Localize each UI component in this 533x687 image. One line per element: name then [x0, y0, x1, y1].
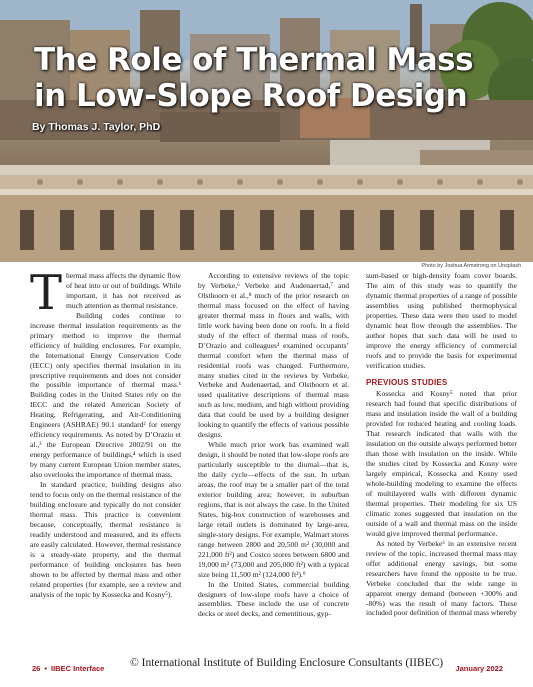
footer-folio: [32, 664, 104, 673]
paragraph: As noted by Verbeke⁶ in an extensive recent review of the topic, increased thermal mass may offer additional energy savings, but some researchers have found the opposite to be true. Verbeke concluded that the wide range in apparent energy demand (between +300% and -80%) was the result of many factors. These included poor definition of thermal mass whereby: [366, 538, 517, 618]
article-byline: By Thomas J. Taylor, PhD: [32, 121, 161, 133]
paragraph: In the United States, commercial building designers of low-slope roofs have a choice of assemblies. These include the use of concrete decks or steel decks, and cementitious, gyp-: [198, 579, 349, 619]
article-body: [30, 271, 517, 651]
section-heading: PREVIOUS STUDIES: [366, 377, 448, 387]
paragraph: Kossecka and Kosny⁵ noted that prior research had found that specific distributions of mass and insulation inside the wall of a building provided for reduced heating and cooling loads. That research indicated that walls with the insulation on the outside always performed better than those with insulation on the inside. While the studies cited by Kossecka and Kosny were largely empirical, Kossecka and Kosny used whole-building modeling to examine the effects of multilayered walls with different dynamic thermal properties. Their modeling for six US climatic zones suggested that insulation on the outside of a wall and thermal mass on the inside would give improved thermal performance.: [366, 389, 517, 538]
paragraph-text: hermal mass affects the dynamic flow of heat into or out of buildings. While important, it has not received as much attention as thermal resistance.: [66, 271, 181, 310]
photo-credit: Photo by Joshua Armstrong on Unsplash: [421, 263, 521, 269]
paragraph: In standard practice, building designs also tend to focus only on the thermal resistance of the building enclosure and typically do not consider thermal mass. This practice is convenient because, conceptually, thermal resistance is readily understood and measured, and its effects are easily calculated. However, thermal resistance is a steady-state property, and the thermal performance of building enclosures has been shown to be affected by thermal mass and other related properties (for example, see a review and analysis of the topic by Kossecka and Kosny⁵).: [30, 480, 181, 599]
page-footer: [0, 654, 533, 687]
article-title: The Role of Thermal Mass in Low-Slope Roof Design: [34, 42, 474, 114]
drop-cap: T: [30, 271, 63, 321]
issue-date: January 2022: [455, 664, 503, 673]
hero-photo: [0, 0, 533, 262]
paragraph: [30, 271, 181, 321]
paragraph: While much prior work has examined wall design, it should be noted that low-slope roofs are particularly susceptible to the diurnal—that is, the daily cycle—effects of the sun. In urban areas, the roof may be a smaller part of the total exterior building area; however, in suburban regions, that is not always the case. In the United States, big-box construction of warehouses and large retail outlets is dominated by large-area, single-story designs. For example, Walmart stores range between 2800 and 20,500 m² (30,000 and 221,000 ft²) and Costco stores between 6800 and 19,000 m² (73,000 and 205,000 ft²) with a typical size being 11,500 m² (124,000 ft²).⁹: [198, 440, 349, 579]
bullet-separator: •: [44, 664, 47, 673]
copyright-notice: © International Institute of Building Enclosure Consultants (IIBEC): [130, 657, 444, 669]
column-2: [198, 271, 349, 651]
paragraph: Building codes continue to increase thermal insulation requirements as the primary method to improve the thermal efficiency of building enclosures. For example, the International Energy Conservation Code (IECC) only specifies thermal insulation in its prescriptive requirements and does not consider the possible importance of thermal mass.¹ Building codes in the United States rely on the IECC and the related American Society of Heating, Refrigerating, and Air-Conditioning Engineers (ASHRAE) 90.1 standard² for energy efficiency requirements. As noted by D’Orazio et al.,³ the European Directive 2002/91 on the energy performance of buildings,⁴ which is used by many current European Union member states, also overlooks the importance of thermal mass.: [30, 310, 181, 480]
column-3: [366, 271, 517, 651]
paragraph: sum-based or high-density foam cover boards. The aim of this study was to quantify the dynamic thermal properties of a range of possible assemblies using published thermophysical properties. These data were then used to model dynamic heat flow through the assemblies. The author hopes that such data will be used to improve the energy efficiency of commercial roofs and to provide the basis for experimental verification studies.: [366, 271, 517, 370]
column-1: [30, 271, 181, 651]
publication-name: IIBEC Interface: [50, 664, 105, 673]
paragraph: According to extensive reviews of the topic by Verbeke,⁶ Verbeke and Audenaertad,⁷ and Olsthoorn et al.,⁸ much of the prior research on thermal mass focused on the effect of having greater thermal mass in floors and walls, with little work having been done on roofs. In a field study of the effect of thermal mass of roofs, D’Orazio and colleagues³ examined occupants’ thermal comfort when the thermal mass of residential roofs was changed. Furthermore, many studies cited in the reviews by Verbeke, Verbeke and Audenaertad, and Olsthoorn et al. used qualitative descriptions of thermal mass such as low, medium, and high without providing data that could be used by a building designer looking to quantify the effects of various possible designs.: [198, 271, 349, 440]
page-number: 26: [32, 664, 41, 673]
